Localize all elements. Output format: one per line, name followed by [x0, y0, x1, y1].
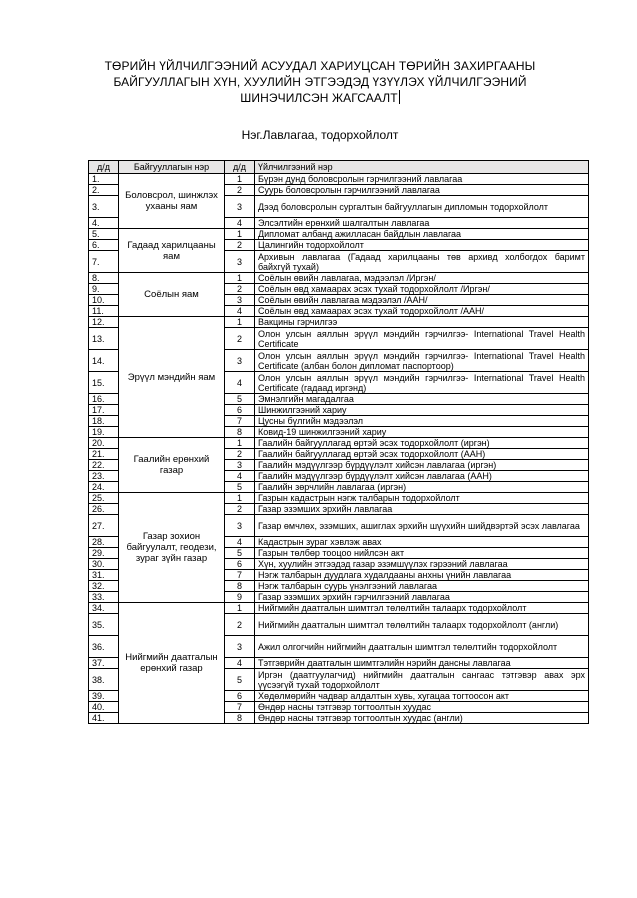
service-name: Газрын төлбөр тооцоо нийлсэн акт — [255, 548, 589, 559]
service-name: Хөдөлмөрийн чадвар алдалтын хувь, хугацаа тогтоосон акт — [255, 691, 589, 702]
row-number: 4. — [89, 218, 119, 229]
row-number: 17. — [89, 405, 119, 416]
organization-name: Гадаад харилцааны яам — [119, 229, 225, 273]
service-index: 7 — [225, 416, 255, 427]
table-row — [89, 438, 589, 449]
service-index: 8 — [225, 713, 255, 724]
service-name: Дипломат албанд ажилласан байдлын лавлагаа — [255, 229, 589, 240]
row-number: 20. — [89, 438, 119, 449]
service-name: Нийгмийн даатгалын шимтгэл төлөлтийн талаарх тодорхойлолт — [255, 603, 589, 614]
service-index: 4 — [225, 372, 255, 394]
service-index: 1 — [225, 317, 255, 328]
service-name: Гаалийн зөрчлийн лавлагаа (иргэн) — [255, 482, 589, 493]
service-index: 2 — [225, 449, 255, 460]
service-index: 3 — [225, 196, 255, 218]
service-index: 8 — [225, 427, 255, 438]
service-name: Бүрэн дунд боловсролын гэрчилгээний лавлагаа — [255, 174, 589, 185]
row-number: 34. — [89, 603, 119, 614]
title-line-1: ТӨРИЙН ҮЙЛЧИЛГЭЭНИЙ АСУУДАЛ ХАРИУЦСАН ТӨРИЙН ЗАХИРГААНЫ — [104, 59, 536, 73]
row-number: 11. — [89, 306, 119, 317]
service-name: Вакцины гэрчилгээ — [255, 317, 589, 328]
service-index: 4 — [225, 658, 255, 669]
organization-name: Эрүүл мэндийн яам — [119, 317, 225, 438]
service-name: Шинжилгээний хариу — [255, 405, 589, 416]
service-name: Соёлын өвийн лавлагаа мэдээлэл /ААН/ — [255, 295, 589, 306]
service-name: Архивын лавлагаа (Гадаад харилцааны төв архивд холбогдох баримт байхгүй тухай) — [255, 251, 589, 273]
service-index: 1 — [225, 603, 255, 614]
row-number: 32. — [89, 581, 119, 592]
service-name: Эмнэлгийн магадалгаа — [255, 394, 589, 405]
service-name: Соёлын өвд хамаарах эсэх тухай тодорхойлолт /Иргэн/ — [255, 284, 589, 295]
row-number: 23. — [89, 471, 119, 482]
service-index: 6 — [225, 691, 255, 702]
service-index: 3 — [225, 636, 255, 658]
service-name: Газар өмчлөх, эзэмших, ашиглах эрхийн шүүхийн шийдвэртэй эсэх лавлагаа — [255, 515, 589, 537]
row-number: 2. — [89, 185, 119, 196]
service-index: 2 — [225, 284, 255, 295]
title-line-3: ШИНЭЧИЛСЭН ЖАГСААЛТ — [240, 91, 398, 105]
service-index: 8 — [225, 581, 255, 592]
service-name: Олон улсын аяллын эрүүл мэндийн гэрчилгээ- International Travel Health Certificate (албан болон дипломат паспортоор) — [255, 350, 589, 372]
service-index: 4 — [225, 537, 255, 548]
row-number: 14. — [89, 350, 119, 372]
service-index: 6 — [225, 559, 255, 570]
row-number: 29. — [89, 548, 119, 559]
row-number: 3. — [89, 196, 119, 218]
service-index: 5 — [225, 482, 255, 493]
section-title: Нэг.Лавлагаа, тодорхойлолт — [241, 128, 399, 142]
table-row — [89, 317, 589, 328]
row-number: 33. — [89, 592, 119, 603]
service-name: Газар эзэмших эрхийн лавлагаа — [255, 504, 589, 515]
service-index: 1 — [225, 438, 255, 449]
row-number: 35. — [89, 614, 119, 636]
service-index: 3 — [225, 251, 255, 273]
service-index: 2 — [225, 185, 255, 196]
organization-name: Гаалийн ерөнхий газар — [119, 438, 225, 493]
row-number: 8. — [89, 273, 119, 284]
service-name: Цалингийн тодорхойлолт — [255, 240, 589, 251]
service-name: Соёлын өвд хамаарах эсэх тухай тодорхойлолт /ААН/ — [255, 306, 589, 317]
document-title — [60, 58, 580, 106]
row-number: 12. — [89, 317, 119, 328]
service-index: 3 — [225, 460, 255, 471]
services-table — [88, 160, 589, 724]
service-index: 4 — [225, 218, 255, 229]
service-name: Олон улсын аяллын эрүүл мэндийн гэрчилгээ- International Travel Health Certificate — [255, 328, 589, 350]
header-org: Байгууллагын нэр — [119, 161, 225, 174]
service-name: Суурь боловсролын гэрчилгээний лавлагаа — [255, 185, 589, 196]
service-index: 1 — [225, 229, 255, 240]
service-index: 2 — [225, 614, 255, 636]
service-index: 3 — [225, 350, 255, 372]
service-index: 7 — [225, 702, 255, 713]
row-number: 18. — [89, 416, 119, 427]
service-name: Нэгж талбарын дуудлага худалдааны анхны үнийн лавлагаа — [255, 570, 589, 581]
row-number: 10. — [89, 295, 119, 306]
service-name: Гаалийн байгууллагад өртэй эсэх тодорхойлолт (ААН) — [255, 449, 589, 460]
service-name: Хүн, хуулийн этгээдэд газар эзэмшүүлэх гэрээний лавлагаа — [255, 559, 589, 570]
header-num: д/д — [89, 161, 119, 174]
service-index: 2 — [225, 328, 255, 350]
title-line-3-wrap — [60, 90, 580, 106]
service-index: 9 — [225, 592, 255, 603]
service-name: Газрын кадастрын нэгж талбарын тодорхойлолт — [255, 493, 589, 504]
table-body — [89, 174, 589, 724]
table-row — [89, 603, 589, 614]
service-name: Ажил олгогчийн нийгмийн даатгалын шимтгэл төлөлтийн тодорхойлолт — [255, 636, 589, 658]
row-number: 16. — [89, 394, 119, 405]
service-name: Дээд боловсролын сургалтын байгууллагын дипломын тодорхойлолт — [255, 196, 589, 218]
service-name: Цусны бүлгийн мэдээлэл — [255, 416, 589, 427]
row-number: 39. — [89, 691, 119, 702]
table-row — [89, 174, 589, 185]
service-index: 6 — [225, 405, 255, 416]
header-service: Үйлчилгээний нэр — [255, 161, 589, 174]
row-number: 40. — [89, 702, 119, 713]
row-number: 6. — [89, 240, 119, 251]
row-number: 24. — [89, 482, 119, 493]
row-number: 13. — [89, 328, 119, 350]
service-name: Нэгж талбарын суурь үнэлгээний лавлагаа — [255, 581, 589, 592]
text-cursor — [399, 90, 400, 104]
table-header-row — [89, 161, 589, 174]
row-number: 28. — [89, 537, 119, 548]
service-name: Гаалийн мэдүүлгээр бүрдүүлэлт хийсэн лавлагаа (иргэн) — [255, 460, 589, 471]
title-line-2: БАЙГУУЛЛАГЫН ХҮН, ХУУЛИЙН ЭТГЭЭДЭД ҮЗҮҮЛЭХ ҮЙЛЧИЛГЭЭНИЙ — [113, 75, 527, 89]
row-number: 38. — [89, 669, 119, 691]
service-index: 7 — [225, 570, 255, 581]
organization-name: Нийгмийн даатгалын ерөнхий газар — [119, 603, 225, 724]
organization-name: Газар зохион байгуулалт, геодези, зураг зүйн газар — [119, 493, 225, 603]
row-number: 1. — [89, 174, 119, 185]
service-index: 1 — [225, 174, 255, 185]
service-index: 5 — [225, 548, 255, 559]
row-number: 36. — [89, 636, 119, 658]
service-index: 1 — [225, 493, 255, 504]
row-number: 19. — [89, 427, 119, 438]
service-name: Олон улсын аяллын эрүүл мэндийн гэрчилгээ- International Travel Health Certificate (гадаад иргэнд) — [255, 372, 589, 394]
organization-name: Соёлын яам — [119, 273, 225, 317]
row-number: 37. — [89, 658, 119, 669]
service-index: 2 — [225, 240, 255, 251]
row-number: 27. — [89, 515, 119, 537]
row-number: 30. — [89, 559, 119, 570]
row-number: 7. — [89, 251, 119, 273]
service-name: Гаалийн байгууллагад өртэй эсэх тодорхойлолт (иргэн) — [255, 438, 589, 449]
organization-name: Боловсрол, шинжлэх ухааны яам — [119, 174, 225, 229]
row-number: 15. — [89, 372, 119, 394]
table-row — [89, 273, 589, 284]
service-index: 4 — [225, 471, 255, 482]
row-number: 5. — [89, 229, 119, 240]
table-row — [89, 493, 589, 504]
service-index: 5 — [225, 394, 255, 405]
service-index: 5 — [225, 669, 255, 691]
row-number: 31. — [89, 570, 119, 581]
row-number: 41. — [89, 713, 119, 724]
service-name: Кадастрын зураг хэвлэж авах — [255, 537, 589, 548]
table-row — [89, 229, 589, 240]
row-number: 26. — [89, 504, 119, 515]
service-index: 4 — [225, 306, 255, 317]
service-name: Соёлын өвийн лавлагаа, мэдээлэл /Иргэн/ — [255, 273, 589, 284]
service-index: 1 — [225, 273, 255, 284]
service-name: Ковид-19 шинжилгээний хариу — [255, 427, 589, 438]
service-index: 2 — [225, 504, 255, 515]
row-number: 22. — [89, 460, 119, 471]
service-name: Тэтгэврийн даатгалын шимтгэлийн нэрийн дансны лавлагаа — [255, 658, 589, 669]
row-number: 25. — [89, 493, 119, 504]
row-number: 21. — [89, 449, 119, 460]
service-index: 3 — [225, 515, 255, 537]
service-name: Элсэлтийн ерөнхий шалгалтын лавлагаа — [255, 218, 589, 229]
service-name: Нийгмийн даатгалын шимтгэл төлөлтийн талаарх тодорхойлолт (англи) — [255, 614, 589, 636]
service-name: Газар эзэмших эрхийн гэрчилгээний лавлагаа — [255, 592, 589, 603]
service-name: Гаалийн мэдүүлгээр бүрдүүлэлт хийсэн лавлагаа (ААН) — [255, 471, 589, 482]
header-idx: д/д — [225, 161, 255, 174]
row-number: 9. — [89, 284, 119, 295]
service-name: Иргэн (даатгуулагчид) нийгмийн даатгалын сангаас тэтгэвэр авах эрх үүсээгүй тухай тодорхойлолт — [255, 669, 589, 691]
service-name: Өндөр насны тэтгэвэр тогтоолтын хуудас (англи) — [255, 713, 589, 724]
service-index: 3 — [225, 295, 255, 306]
service-name: Өндөр насны тэтгэвэр тогтоолтын хуудас — [255, 702, 589, 713]
